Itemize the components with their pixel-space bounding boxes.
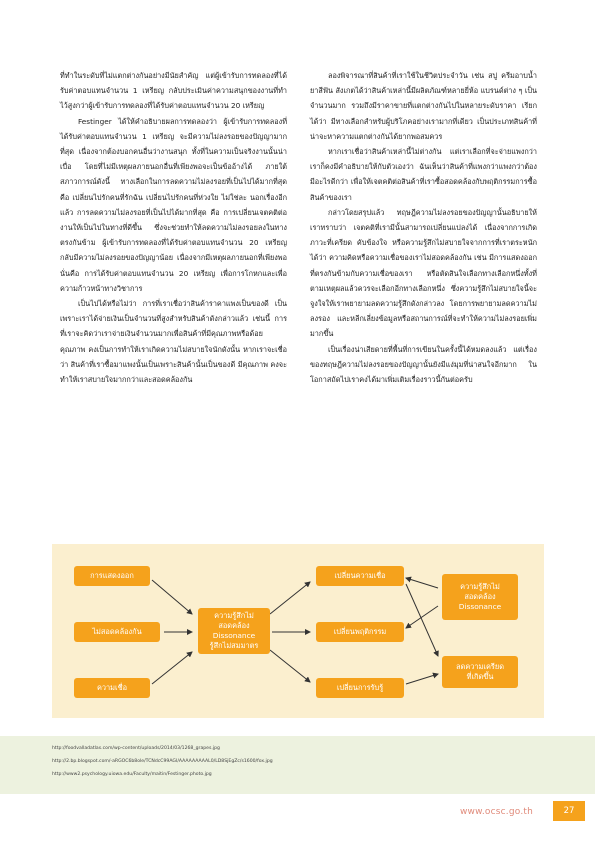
left-column [60, 68, 287, 387]
box-belief: ความเชื่อ [74, 678, 150, 698]
reference-link-1[interactable]: http://foodvalladatlas.com/wp-content/uploads/2014/03/1268_grapes.jpg [52, 746, 220, 751]
right-paragraph-3: กล่าวโดยสรุปแล้ว ทฤษฎีความไม่ลงรอยของปัญญานั้นอธิบายให้เราทราบว่า เจตคติที่เรามีนั้นสามารถเปลี่ยนแปลงได้ เนื่องจากการเกิดภาวะที่เครียด คับข้องใจ หรือความรู้สึกไม่สบายใจจากการที่เราตระหนักได้ว่า ความคิดหรือความเชื่อของเราไม่สอดคล้องกัน เช่น มีการแสดงออกที่ตรงกันข้ามกับความเชื่อของเรา หรือตัดสินใจเลือกทางเลือกหนึ่งทั้งที่ตามเหตุผลแล้วควรจะเลือกอีกทางเลือกหนึ่ง ซึ่งความรู้สึกไม่สบายใจนี้จะจูงใจให้เราพยายามลดความรู้สึกดังกล่าวลง โดยการพยายามลดความไม่ลงรอง และหลีกเลี่ยงข้อมูลหรือสถานการณ์ที่จะทำให้ความไม่ลงรอยเพิ่มมากขึ้น [310, 207, 537, 339]
right-paragraph-2: หากเราเชื่อว่าสินค้าเหล่านี้ไม่ต่างกัน แต่เราเลือกที่จะจ่ายแพงกว่า เราก็คงมีคำอธิบายให้กับตัวเองว่า ฉันเห็นว่าสินค้าที่แพงกว่าแพงกว่าต้องมีอะไรดีกว่า เพื่อให้เจตคติต่อสินค้าที่เราซื้อสอดคล้องกับพฤติกรรมการซื้อสินค้าของเรา [310, 147, 537, 202]
arrow-change-perception-to-right-bottom [406, 674, 438, 684]
box-inconsistency: ไม่สอดคล้องกัน [74, 622, 160, 642]
right-paragraph-4: เป็นเรื่องน่าเสียดายที่พื้นที่การเขียนในครั้งนี้ได้หมดลงแล้ว แต่เรื่องของทฤษฎีความไม่ลงรอยของปัญญานั้นยังมีแง่มุมที่น่าสนใจอีกมาก ในโอกาสถัดไปเราคงได้มาเพิ่มเติมเรื่องราวนี้กันต่อครับ [310, 344, 537, 385]
footer-url[interactable]: www.ocsc.go.th [460, 807, 534, 817]
box-center-dissonance: ความรู้สึกไม่ สอดคล้อง Dissonance รู้สึกไม่สมมาตร [198, 608, 270, 654]
reference-link-3[interactable]: http://www2.psychology.uiowa.edu/Faculty/maitin/Festinger.photo.jpg [52, 772, 212, 777]
box-reduce-stress: ลดความเครียด ที่เกิดขึ้น [442, 656, 518, 688]
arrow-belief-to-center [152, 652, 192, 684]
page-number: 27 [553, 801, 585, 821]
left-paragraph-1: ที่ทำในระดับที่ไม่แตกต่างกันอย่างมีนัยสำคัญ แต่ผู้เข้ารับการทดลองที่ได้รับค่าตอบแทนจำนวน 1 เหรียญ กลับประเมินค่าความสนุกของงานที่ทำไว้สูงกว่าผู้เข้ารับการทดลองที่ได้รับค่าตอบแทนจำนวน 20 เหรียญ [60, 71, 287, 111]
arrow-change-belief-to-right-bottom [406, 584, 438, 656]
right-paragraph-1: ลองพิจารณาที่สินค้าที่เราใช้ในชีวิตประจำวัน เช่น สบู่ ครีมอาบน้ำ ยาสีฟัน สังเกตได้ว่าสินค้าเหล่านี้มีผลิตภัณฑ์หลายยี่ห้อ แบรนด์ต่าง ๆ เป็นจำนวนมาก รวมถึงมีราคาขายที่แตกต่างกันไปในหลายระดับราคา เรียกได้ว่า มีทางเลือกสำหรับผู้บริโภคอย่างเรามากที่เดียว เป็นประเภทสินค้าที่น่าจะหาความแตกต่างกันได้ยากพอสมควร [310, 71, 537, 141]
arrow-right-top-to-change-behavior [406, 606, 438, 628]
left-paragraph-3: เป็นไปได้หรือไม่ว่า การที่เราเชื่อว่าสินค้าราคาแพงเป็นของดี เป็นเพราะเราได้จ่ายเงินเป็นจำนวนที่สูงสำหรับสินค้าดังกล่าวแล้ว เช่นนี้ การที่เราจะคิดว่าเราจ่ายเงินจำนวนมากเพื่อสินค้าที่มีคุณภาพหรือด้อยคุณภาพ คงเป็นการทำให้เราเกิดความไม่สบายใจนักดังนั้น หากเราจะเชื่อว่า สินค้าที่เราซื้อมาแพงนั้นเป็นเพราะสินค้านั้นเป็นของดี มีคุณภาพ คงจะทำให้เราสบายใจมากกว่าและสอดคล้องกัน [60, 299, 287, 385]
right-column [310, 68, 537, 387]
dissonance-diagram [52, 544, 544, 718]
references-band [0, 736, 595, 794]
arrow-right-top-to-change-belief [406, 578, 438, 588]
box-change-behavior: เปลี่ยนพฤติกรรม [316, 622, 404, 642]
arrow-center-to-change-perception [270, 650, 310, 682]
box-expression: การแสดงออก [74, 566, 150, 586]
box-right-dissonance: ความรู้สึกไม่ สอดคล้อง Dissonance [442, 574, 518, 620]
left-paragraph-2: Festinger ได้ให้คำอธิบายผลการทดลองว่า ผู้เข้ารับการทดลองที่ได้รับค่าตอบแทนจำนวน 1 เหรียญ จะมีความไม่ลงรอยของปัญญามากที่สุด เนื่องจากต้องบอกคนอื่นว่างานสนุก ทั้งที่ในความเป็นจริงงานนั้นน่าเบื่อ โดยที่ไม่มีเหตุผลภายนอกอื่นที่เพียงพอจะเป็นข้ออ้างได้ ภายใต้สภาวการณ์ดังนี้ ทางเลือกในการลดความไม่ลงรอยที่เป็นไปได้มากที่สุด คือ เปลี่ยนไปรักคนที่รักฉัน เปลี่ยนไปรักคนที่ห่วงใย ไม่ใช่ละ นอกเรื่องอีกแล้ว การลดความไม่ลงรอยที่เป็นไปได้มากที่สุด คือ การเปลี่ยนเจตคติต่องานให้เป็นไปในทางที่ดีขึ้น ซึ่งจะช่วยทำให้ลดความไม่ลงรอยลงในทางตรงกันข้าม ผู้เข้ารับการทดลองที่ได้รับค่าตอบแทนจำนวน 20 เหรียญ กลับมีความไม่ลงรอยของปัญญาน้อย เนื่องจากมีเหตุผลภายนอกที่เพียงพอ นั่นคือ การได้รับค่าตอบแทนจำนวน 20 เหรียญ เพื่อการโกหกและเพื่อความก้าวหน้าทางวิชาการ [60, 116, 287, 293]
box-change-perception: เปลี่ยนการรับรู้ [316, 678, 404, 698]
arrow-expression-to-center [152, 580, 192, 614]
reference-link-2[interactable]: http://2.bp.blogspot.com/-aRGOC6b8ole/TCNdcC99AGI/AAAAAAAAAL0/LD8SjEgZc/s1600/fox.jpg [52, 759, 273, 764]
box-change-belief: เปลี่ยนความเชื่อ [316, 566, 404, 586]
arrow-center-to-change-belief [270, 582, 310, 614]
